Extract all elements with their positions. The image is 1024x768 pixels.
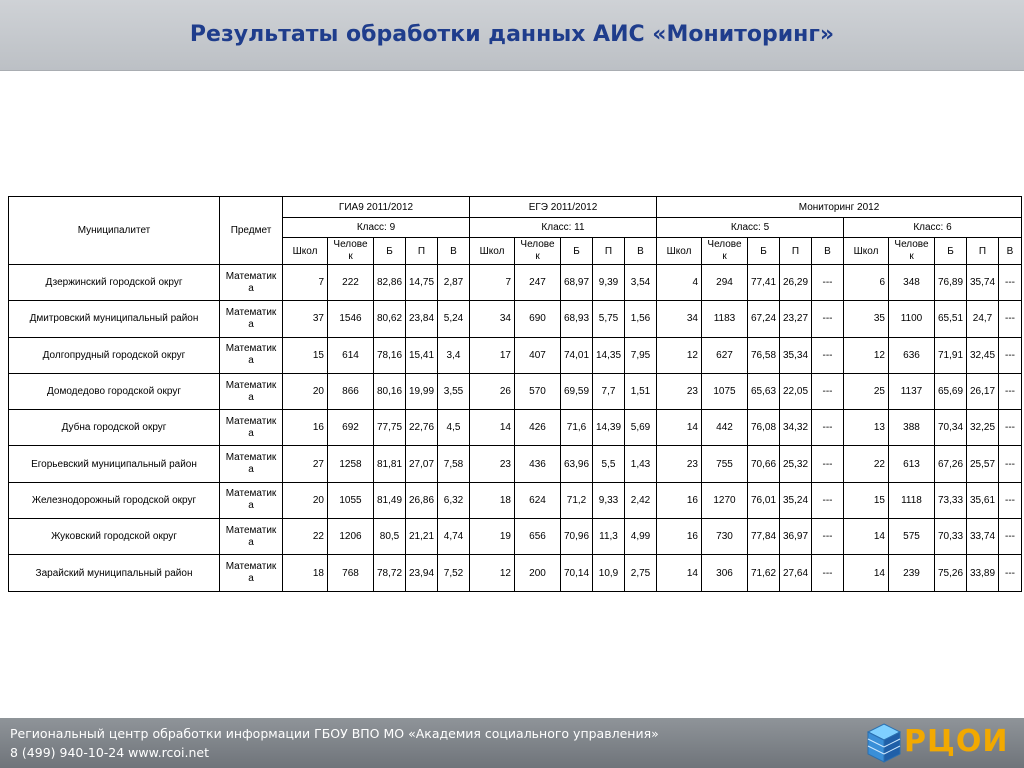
cell-value: 1,51	[625, 373, 657, 409]
cell-municipality: Дзержинский городской округ	[9, 265, 220, 301]
group-header-ege: ЕГЭ 2011/2012	[470, 197, 657, 218]
cell-value: 35,34	[780, 337, 812, 373]
col-header-municipality: Муниципалитет	[9, 197, 220, 265]
cell-value: 14	[844, 519, 889, 555]
col-header-v: В	[625, 238, 657, 265]
cell-value: 7	[470, 265, 515, 301]
cell-value: 730	[702, 519, 748, 555]
cell-value: 23,27	[780, 301, 812, 337]
slide-header	[0, 0, 1024, 71]
cell-value: 70,66	[748, 446, 780, 482]
cell-municipality: Егорьевский муниципальный район	[9, 446, 220, 482]
cell-value: 26	[470, 373, 515, 409]
cell-value: ---	[812, 337, 844, 373]
cell-value: ---	[999, 301, 1022, 337]
cell-value: 78,16	[374, 337, 406, 373]
cell-value: 690	[515, 301, 561, 337]
cell-value: 4,99	[625, 519, 657, 555]
cell-value: 71,6	[561, 410, 593, 446]
cell-subject: Математик а	[220, 555, 283, 591]
cell-value: 15	[283, 337, 328, 373]
cell-value: 13	[844, 410, 889, 446]
col-header-schools: Школ	[283, 238, 328, 265]
cell-value: 74,01	[561, 337, 593, 373]
cell-value: 76,01	[748, 482, 780, 518]
cell-value: 76,89	[935, 265, 967, 301]
col-header-p: П	[593, 238, 625, 265]
cell-value: 19	[470, 519, 515, 555]
footer-organization: Региональный центр обработки информации ГБОУ ВПО МО «Академия социального управления»	[10, 726, 659, 741]
cell-value: 14,35	[593, 337, 625, 373]
cell-subject: Математик а	[220, 301, 283, 337]
cell-value: 12	[470, 555, 515, 591]
logo-cube-icon	[866, 722, 902, 764]
cell-value: 70,33	[935, 519, 967, 555]
cell-value: 21,21	[406, 519, 438, 555]
cell-value: 636	[889, 337, 935, 373]
cell-value: 78,72	[374, 555, 406, 591]
cell-value: 23,94	[406, 555, 438, 591]
cell-value: 436	[515, 446, 561, 482]
col-header-b: Б	[935, 238, 967, 265]
table-row	[9, 482, 1022, 518]
cell-value: 6,32	[438, 482, 470, 518]
footer-contact: 8 (499) 940-10-24 www.rcoi.net	[10, 745, 210, 760]
cell-value: 16	[657, 482, 702, 518]
cell-value: 37	[283, 301, 328, 337]
cell-value: 18	[283, 555, 328, 591]
cell-value: 627	[702, 337, 748, 373]
cell-value: 15	[844, 482, 889, 518]
cell-value: 7,7	[593, 373, 625, 409]
cell-value: 23	[470, 446, 515, 482]
table-row	[9, 337, 1022, 373]
cell-subject: Математик а	[220, 410, 283, 446]
cell-municipality: Дмитровский муниципальный район	[9, 301, 220, 337]
cell-subject: Математик а	[220, 482, 283, 518]
cell-value: 2,75	[625, 555, 657, 591]
cell-value: 69,59	[561, 373, 593, 409]
cell-municipality: Железнодорожный городской округ	[9, 482, 220, 518]
class-header-6: Класс: 6	[844, 218, 1022, 238]
cell-municipality: Долгопрудный городской округ	[9, 337, 220, 373]
cell-value: 80,5	[374, 519, 406, 555]
cell-value: 3,54	[625, 265, 657, 301]
cell-value: 1118	[889, 482, 935, 518]
col-header-p: П	[967, 238, 999, 265]
cell-subject: Математик а	[220, 337, 283, 373]
cell-municipality: Зарайский муниципальный район	[9, 555, 220, 591]
cell-value: 17	[470, 337, 515, 373]
logo-text: РЦОИ	[904, 724, 1009, 759]
cell-value: 1055	[328, 482, 374, 518]
cell-value: 75,26	[935, 555, 967, 591]
col-header-b: Б	[748, 238, 780, 265]
cell-value: 33,74	[967, 519, 999, 555]
cell-value: 71,62	[748, 555, 780, 591]
cell-value: 80,62	[374, 301, 406, 337]
cell-value: 7,52	[438, 555, 470, 591]
cell-value: 25,57	[967, 446, 999, 482]
cell-value: ---	[999, 446, 1022, 482]
cell-value: 68,97	[561, 265, 593, 301]
cell-value: ---	[812, 373, 844, 409]
cell-value: 14	[470, 410, 515, 446]
cell-value: 19,99	[406, 373, 438, 409]
cell-value: 80,16	[374, 373, 406, 409]
results-table	[8, 196, 1022, 592]
cell-value: 23,84	[406, 301, 438, 337]
cell-value: 5,24	[438, 301, 470, 337]
cell-value: 388	[889, 410, 935, 446]
cell-value: 68,93	[561, 301, 593, 337]
cell-value: 14,39	[593, 410, 625, 446]
table-row	[9, 555, 1022, 591]
cell-value: ---	[999, 410, 1022, 446]
page-title: Результаты обработки данных АИС «Мониторинг»	[189, 22, 835, 47]
cell-value: 22	[844, 446, 889, 482]
cell-value: ---	[812, 482, 844, 518]
cell-value: 306	[702, 555, 748, 591]
cell-value: 34	[657, 301, 702, 337]
cell-value: 23	[657, 373, 702, 409]
cell-value: 4,5	[438, 410, 470, 446]
cell-value: 442	[702, 410, 748, 446]
cell-value: 15,41	[406, 337, 438, 373]
cell-value: ---	[812, 410, 844, 446]
cell-municipality: Дубна городской округ	[9, 410, 220, 446]
cell-value: 77,41	[748, 265, 780, 301]
cell-value: 76,08	[748, 410, 780, 446]
cell-value: 27	[283, 446, 328, 482]
cell-value: 755	[702, 446, 748, 482]
cell-value: 14	[657, 555, 702, 591]
cell-value: 35	[844, 301, 889, 337]
cell-value: 7	[283, 265, 328, 301]
class-header-9: Класс: 9	[283, 218, 470, 238]
cell-value: ---	[999, 555, 1022, 591]
cell-value: 24,7	[967, 301, 999, 337]
cell-value: 26,17	[967, 373, 999, 409]
cell-value: 26,86	[406, 482, 438, 518]
cell-value: 613	[889, 446, 935, 482]
cell-value: 71,91	[935, 337, 967, 373]
cell-value: 26,29	[780, 265, 812, 301]
cell-value: 1270	[702, 482, 748, 518]
slide-footer	[0, 718, 1024, 768]
cell-value: 1137	[889, 373, 935, 409]
cell-value: 65,69	[935, 373, 967, 409]
cell-value: 32,25	[967, 410, 999, 446]
cell-value: 81,49	[374, 482, 406, 518]
cell-value: ---	[999, 265, 1022, 301]
cell-value: 14	[844, 555, 889, 591]
cell-value: 27,64	[780, 555, 812, 591]
cell-value: 82,86	[374, 265, 406, 301]
cell-value: 14,75	[406, 265, 438, 301]
col-header-schools: Школ	[657, 238, 702, 265]
col-header-v: В	[438, 238, 470, 265]
cell-subject: Математик а	[220, 265, 283, 301]
rcoi-logo	[866, 722, 1018, 764]
cell-value: ---	[812, 446, 844, 482]
cell-subject: Математик а	[220, 519, 283, 555]
cell-value: 12	[844, 337, 889, 373]
cell-value: 200	[515, 555, 561, 591]
cell-value: ---	[812, 555, 844, 591]
cell-value: 36,97	[780, 519, 812, 555]
results-table-container	[8, 196, 1021, 590]
cell-value: 1183	[702, 301, 748, 337]
cell-value: 239	[889, 555, 935, 591]
cell-value: 222	[328, 265, 374, 301]
cell-value: 5,69	[625, 410, 657, 446]
cell-value: 16	[657, 519, 702, 555]
cell-value: 6	[844, 265, 889, 301]
table-row	[9, 410, 1022, 446]
cell-municipality: Домодедово городской округ	[9, 373, 220, 409]
table-row	[9, 519, 1022, 555]
cell-value: 71,2	[561, 482, 593, 518]
cell-value: 23	[657, 446, 702, 482]
group-header-gia: ГИА9 2011/2012	[283, 197, 470, 218]
cell-value: 7,58	[438, 446, 470, 482]
cell-value: 656	[515, 519, 561, 555]
cell-value: 34,32	[780, 410, 812, 446]
col-header-subject: Предмет	[220, 197, 283, 265]
cell-value: 35,24	[780, 482, 812, 518]
cell-value: 32,45	[967, 337, 999, 373]
cell-value: 768	[328, 555, 374, 591]
cell-value: 4	[657, 265, 702, 301]
cell-value: 14	[657, 410, 702, 446]
cell-value: ---	[812, 265, 844, 301]
cell-value: 25	[844, 373, 889, 409]
cell-value: 63,96	[561, 446, 593, 482]
cell-municipality: Жуковский городской округ	[9, 519, 220, 555]
cell-value: 692	[328, 410, 374, 446]
cell-value: 9,39	[593, 265, 625, 301]
cell-value: 70,34	[935, 410, 967, 446]
cell-value: 614	[328, 337, 374, 373]
cell-value: 77,75	[374, 410, 406, 446]
cell-value: 22,05	[780, 373, 812, 409]
cell-value: ---	[999, 482, 1022, 518]
cell-value: 1258	[328, 446, 374, 482]
col-header-b: Б	[561, 238, 593, 265]
cell-subject: Математик а	[220, 446, 283, 482]
table-row	[9, 265, 1022, 301]
cell-value: 65,51	[935, 301, 967, 337]
cell-value: 3,4	[438, 337, 470, 373]
cell-value: 3,55	[438, 373, 470, 409]
cell-value: 11,3	[593, 519, 625, 555]
cell-value: 1,56	[625, 301, 657, 337]
cell-value: ---	[999, 373, 1022, 409]
cell-value: 25,32	[780, 446, 812, 482]
cell-value: 10,9	[593, 555, 625, 591]
cell-subject: Математик а	[220, 373, 283, 409]
cell-value: 348	[889, 265, 935, 301]
cell-value: 20	[283, 373, 328, 409]
cell-value: 16	[283, 410, 328, 446]
cell-value: 9,33	[593, 482, 625, 518]
cell-value: 407	[515, 337, 561, 373]
cell-value: 20	[283, 482, 328, 518]
cell-value: 22	[283, 519, 328, 555]
col-header-people: Челове к	[702, 238, 748, 265]
col-header-p: П	[406, 238, 438, 265]
cell-value: 5,75	[593, 301, 625, 337]
cell-value: 7,95	[625, 337, 657, 373]
col-header-b: Б	[374, 238, 406, 265]
table-row	[9, 373, 1022, 409]
cell-value: 1,43	[625, 446, 657, 482]
col-header-p: П	[780, 238, 812, 265]
cell-value: 4,74	[438, 519, 470, 555]
col-header-schools: Школ	[470, 238, 515, 265]
cell-value: 70,14	[561, 555, 593, 591]
cell-value: 65,63	[748, 373, 780, 409]
cell-value: 1075	[702, 373, 748, 409]
cell-value: 81,81	[374, 446, 406, 482]
cell-value: 27,07	[406, 446, 438, 482]
cell-value: 1546	[328, 301, 374, 337]
cell-value: 33,89	[967, 555, 999, 591]
cell-value: 866	[328, 373, 374, 409]
table-row	[9, 446, 1022, 482]
cell-value: ---	[999, 519, 1022, 555]
col-header-people: Челове к	[328, 238, 374, 265]
cell-value: 2,87	[438, 265, 470, 301]
col-header-people: Челове к	[889, 238, 935, 265]
cell-value: 12	[657, 337, 702, 373]
cell-value: 294	[702, 265, 748, 301]
class-header-11: Класс: 11	[470, 218, 657, 238]
cell-value: 73,33	[935, 482, 967, 518]
cell-value: 67,24	[748, 301, 780, 337]
table-row	[9, 301, 1022, 337]
cell-value: 76,58	[748, 337, 780, 373]
cell-value: 35,74	[967, 265, 999, 301]
col-header-v: В	[999, 238, 1022, 265]
cell-value: 247	[515, 265, 561, 301]
group-header-monitoring: Мониторинг 2012	[657, 197, 1022, 218]
cell-value: 70,96	[561, 519, 593, 555]
col-header-schools: Школ	[844, 238, 889, 265]
class-header-5: Класс: 5	[657, 218, 844, 238]
cell-value: 77,84	[748, 519, 780, 555]
cell-value: 575	[889, 519, 935, 555]
cell-value: 35,61	[967, 482, 999, 518]
cell-value: 624	[515, 482, 561, 518]
cell-value: ---	[812, 519, 844, 555]
cell-value: 570	[515, 373, 561, 409]
cell-value: 5,5	[593, 446, 625, 482]
col-header-people: Челове к	[515, 238, 561, 265]
cell-value: 18	[470, 482, 515, 518]
cell-value: 426	[515, 410, 561, 446]
cell-value: ---	[812, 301, 844, 337]
table-body	[9, 265, 1022, 592]
col-header-v: В	[812, 238, 844, 265]
cell-value: ---	[999, 337, 1022, 373]
cell-value: 67,26	[935, 446, 967, 482]
cell-value: 34	[470, 301, 515, 337]
cell-value: 1100	[889, 301, 935, 337]
cell-value: 22,76	[406, 410, 438, 446]
cell-value: 1206	[328, 519, 374, 555]
cell-value: 2,42	[625, 482, 657, 518]
